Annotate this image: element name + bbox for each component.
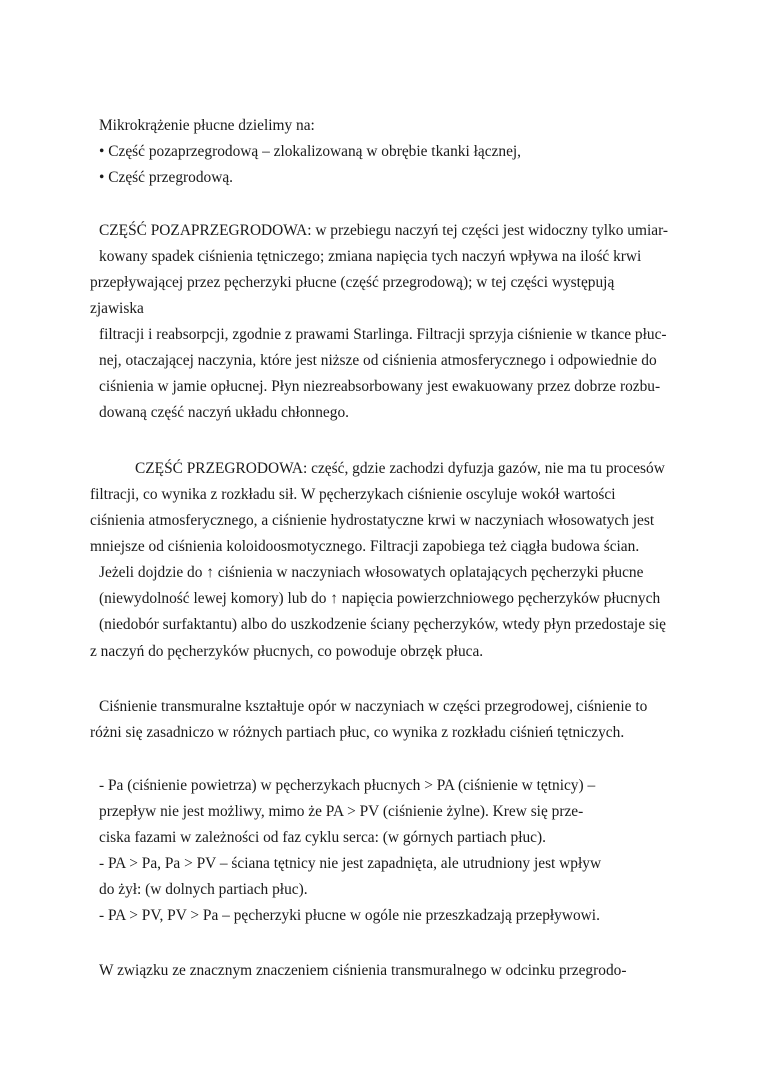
przegrodowa-line-1: CZĘŚĆ PRZEGRODOWA: część, gdzie zachodzi dyfuzja gazów, nie ma tu procesów <box>135 460 665 477</box>
przegrodowa-line-3: ciśnienia atmosferycznego, a ciśnienie hydrostatyczne krwi w naczyniach włosowatych jest <box>90 512 655 529</box>
intro-bullet-1: • Część pozaprzegrodową – zlokalizowaną w obrębie tkanki łącznej, <box>99 143 522 160</box>
zones-line-4: - PA > Pa, Pa > PV – ściana tętnicy nie jest zapadnięta, ale utrudniony jest wpływ <box>99 855 602 872</box>
zones-line-1: - Pa (ciśnienie powietrza) w pęcherzykach płucnych > PA (ciśnienie w tętnicy) – <box>99 777 596 794</box>
intro-bullet-2: • Część przegrodową. <box>99 169 234 186</box>
intro-line-1: Mikrokrążenie płucne dzielimy na: <box>99 117 315 134</box>
final-line-1: W związku ze znacznym znaczeniem ciśnienia transmuralnego w odcinku przegrodo- <box>99 962 627 979</box>
transmuralne-line-2: różni się zasadniczo w różnych partiach płuc, co wynika z rozkładu ciśnień tętniczych. <box>90 724 625 741</box>
zones-line-3: ciska fazami w zależności od faz cyklu serca: (w górnych partiach płuc). <box>99 829 546 846</box>
przegrodowa-line-2: filtracji, co wynika z rozkładu sił. W pęcherzykach ciśnienie oscyluje wokół wartości <box>90 486 616 503</box>
zones-line-2: przepływ nie jest możliwy, mimo że PA > PV (ciśnienie żylne). Krew się prze- <box>99 803 584 820</box>
pozaprzegrodowa-line-5: filtracji i reabsorpcji, zgodnie z prawami Starlinga. Filtracji sprzyja ciśnienie w tkance płuc- <box>99 326 667 343</box>
zones-line-6: - PA > PV, PV > Pa – pęcherzyki płucne w ogóle nie przeszkadzają przepływowi. <box>99 907 600 924</box>
przegrodowa-line-6: (niewydolność lewej komory) lub do ↑ napięcia powierzchniowego pęcherzyków płucnych <box>99 590 661 607</box>
pozaprzegrodowa-line-1: CZĘŚĆ POZAPRZEGRODOWA: w przebiegu naczyń tej części jest widoczny tylko umiar- <box>99 222 669 239</box>
pozaprzegrodowa-line-6: nej, otaczającej naczynia, które jest niższe od ciśnienia atmosferycznego i odpowiednie do <box>99 352 657 369</box>
zones-line-5: do żył: (w dolnych partiach płuc). <box>99 881 308 898</box>
pozaprzegrodowa-line-8: dowaną część naczyń układu chłonnego. <box>99 404 349 421</box>
przegrodowa-line-7: (niedobór surfaktantu) albo do uszkodzenie ściany pęcherzyków, wtedy płyn przedostaje się <box>99 616 666 633</box>
przegrodowa-line-4: mniejsze od ciśnienia koloidoosmotycznego. Filtracji zapobiega też ciągła budowa ścian. <box>90 538 640 555</box>
pozaprzegrodowa-line-7: ciśnienia w jamie opłucnej. Płyn niezreabsorbowany jest ewakuowany przez dobrze rozbu- <box>99 378 661 395</box>
transmuralne-line-1: Ciśnienie transmuralne kształtuje opór w naczyniach w części przegrodowej, ciśnienie to <box>99 698 648 715</box>
pozaprzegrodowa-line-4: zjawiska <box>90 300 144 317</box>
przegrodowa-line-8: z naczyń do pęcherzyków płucnych, co powoduje obrzęk płuca. <box>90 643 484 660</box>
pozaprzegrodowa-line-3: przepływającej przez pęcherzyki płucne (część przegrodową); w tej części występują <box>90 274 615 291</box>
pozaprzegrodowa-line-2: kowany spadek ciśnienia tętniczego; zmiana napięcia tych naczyń wpływa na ilość krwi <box>99 248 642 265</box>
przegrodowa-line-5: Jeżeli dojdzie do ↑ ciśnienia w naczyniach włosowatych oplatających pęcherzyki płucne <box>99 564 644 581</box>
